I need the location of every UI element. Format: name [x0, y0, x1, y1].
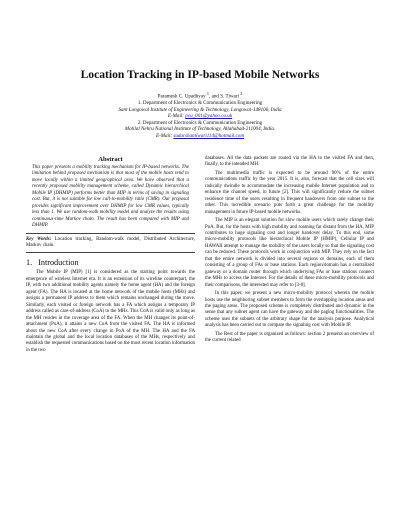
intro-paragraph: The Mobile IP (MIP) [1] is considered as the starting point towards the emergence of wireless Internet era. It is an extension of its wireline counterpart, the IP, with two additional mobility agents namely the home agent (HA) and the foreign agent (FA). The HA is located at the home network of the mobile hosts (MHs) and assigns a permanent IP address to them which remains unchanged during the move. Similarly, each visited or foreign network has a FA which assigns a temporary IP address called as care-of-address (CoA) to the MHs. This CoA is valid only as long as the MH resides in the coverage area of the FA. When the MH changes its point-of-attachment (PoA), it attains a new CoA from the visited FA. The HA is informed about the new CoA after every change in PoA of the MH. The HA and the FA maintain the global and the local location databases of the MHs, respectively and establish the requested communications based on the most recent location information in the two — [26, 270, 195, 353]
affiliation-1-inst: Sant Longowal Institute of Engineering & Technology, Longowal-148106, India — [118, 106, 282, 113]
abstract-text: This paper presents a mobility tracking mechanism for IP-based networks. The limitation behind proposed mechanism is that most of the mobile hosts tend to move locally within a limited geographical area. We have observed that a recently proposed mobility management scheme, called Dynamic hierarchical Mobile IP (DHMIP) performs better than MIP in terms of saving in signaling cost. But, it is not suitable for low call-to-mobility ratio (CMR). Our proposal provides significant improvement over DHMIP for low CMR values, typically less than 1. We use random-walk mobility model and analyze the results using continuous-time Markov chain. The result has been compared with MIP and DHMIP. — [32, 165, 189, 229]
affiliation-2-email: E-Mail: sudarshantiwari114@hotmail.com — [155, 132, 245, 139]
section-heading-introduction: 1. Introduction — [26, 258, 79, 268]
right-column — [205, 156, 374, 354]
two-column-body — [26, 156, 374, 354]
body-paragraph: databases. All the data packets are routed via the HA to the visited FA and then, finally, to the intended MH. — [205, 156, 374, 168]
body-paragraph: In this paper, we present a new micro-mobility protocol wherein the mobile hosts use the neighboring subnet members to form the overlapping location areas and the paging areas. The proposed scheme is completely distributed and dynamic in the sense that any subnet agent can have the gateway and the paging functionalities. The scheme uses the subnets of the arbitrary shape for the analysis purpose. Analytical analysis has been carried out to compare the signaling cost with Mobile IP. — [205, 291, 374, 329]
email-link-2[interactable]: sudarshantiwari114@hotmail.com — [173, 132, 245, 139]
email-link-1[interactable]: pcu_001@yahoo.co.uk — [185, 113, 233, 120]
abstract-heading: Abstract — [98, 156, 123, 163]
author-block — [26, 91, 374, 139]
affiliation-2-inst: Motilal Nehru National Institute of Technology, Allahabad-211004, India. — [124, 126, 276, 133]
left-column — [26, 156, 195, 354]
keywords-divider — [26, 252, 195, 253]
affiliation-1-dept: 1. Department of Electronics & Communication Engineering — [137, 100, 263, 107]
abstract-divider — [26, 233, 195, 234]
paper-title: Location Tracking in IP-based Mobile Networks — [80, 68, 320, 81]
affiliation-1-email: E-Mail: pcu_001@yahoo.co.uk — [167, 113, 233, 120]
body-paragraph: The Rest of the paper is organized as follows: section 2 presents an overview of the current related — [205, 331, 374, 344]
body-paragraph: The MIP is an elegant solution for slow mobile users which rarely change their PoA. But, for the hosts with high mobility and roaming far distant from the HA, MIP contributes to huge signaling cost and longer handover delay. To this end, some micro-mobility protocols like hierarchical Mobile IP (HMIP), Cellular IP and HAWAII attempt to manage the mobility of the users locally so that the signaling cost can be reduced. These protocols work in conjunction with MIP. They rely on the fact that the entire network is divided into several regions or domains, each of them consisting of a group of FAs or base stations. Each region/domain has a centralized gateway or a domain router through which underlying FAs or base stations connect the MHs to access the Internet. For the details of these micro-mobility protocols and their comparisons, the interested may refer to [3-8]. — [205, 218, 374, 288]
keywords: Key Words: Location tracking, Random-walk model, Distributed Architecture, Markov chain. — [26, 236, 195, 248]
affiliation-2-dept: 2. Department of Electronics & Communication Engineering — [137, 119, 263, 126]
body-paragraph: The multimedia traffic is expected to be around 90% of the entire communications traffic by the year 2015. It is, also, forecast that the cell sizes will radically dwindle to accommodate the increasing mobile Internet population and to enhance the channel speed, in future [2]. This will significantly reduce the subnet residence time of the users resulting in frequent handovers from one subnet to the other. This incredible scenario puts forth a great challenge for the mobility management in future IP-based mobile networks. — [205, 170, 374, 215]
author-names: Paramesh C. Upadhyay $^1$, and S. Tiwari $^2$ — [157, 91, 243, 100]
